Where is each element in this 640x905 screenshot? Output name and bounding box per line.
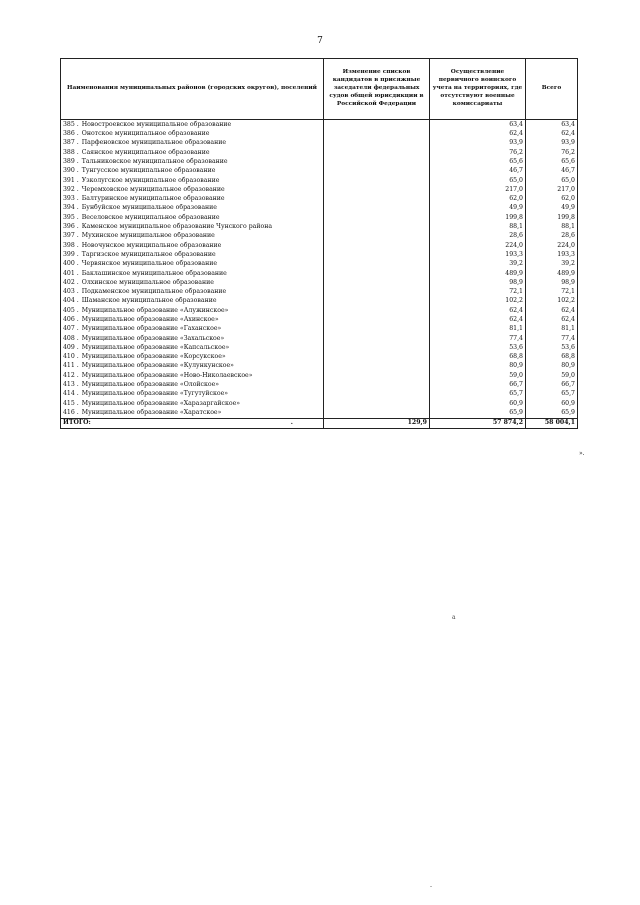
row-name-cell [61, 259, 324, 268]
row-total: 65,0 [526, 176, 578, 185]
row-military-registration: 39,2 [430, 259, 526, 268]
row-number: 396 . [63, 223, 79, 231]
row-name-cell [61, 399, 324, 408]
row-number: 416 . [63, 408, 79, 416]
row-jurors [324, 306, 430, 315]
row-total: 39,2 [526, 259, 578, 268]
row-total: 88,1 [526, 222, 578, 231]
row-name: Муниципальное образование «Захальское» [81, 334, 225, 342]
table-row [61, 139, 578, 148]
table-row [61, 278, 578, 287]
row-name: Парфеновское муниципальное образование [81, 139, 226, 147]
row-total: 59,0 [526, 371, 578, 380]
row-jurors [324, 194, 430, 203]
table-row [61, 120, 578, 130]
row-military-registration: 65,6 [430, 157, 526, 166]
table-row [61, 352, 578, 361]
table-row [61, 380, 578, 389]
row-number: 403 . [63, 288, 79, 296]
row-number: 395 . [63, 213, 79, 221]
row-total: 65,7 [526, 390, 578, 399]
row-number: 414 . [63, 390, 79, 398]
table-row [61, 408, 578, 418]
row-number: 410 . [63, 353, 79, 361]
row-name: Муниципальное образование «Корсукское» [81, 353, 226, 361]
row-military-registration: 62,0 [430, 194, 526, 203]
row-name: Черемховское муниципальное образование [81, 185, 225, 193]
row-jurors [324, 390, 430, 399]
row-number: 386 . [63, 130, 79, 138]
row-number: 412 . [63, 371, 79, 379]
row-number: 408 . [63, 334, 79, 342]
row-number: 389 . [63, 157, 79, 165]
row-name-cell [61, 352, 324, 361]
row-name: Муниципальное образование «Олойское» [81, 381, 220, 389]
row-name: Муниципальное образование «Тугутуйское» [81, 390, 229, 398]
row-military-registration: 72,1 [430, 287, 526, 296]
row-military-registration: 65,7 [430, 390, 526, 399]
row-number: 397 . [63, 232, 79, 240]
row-name-cell [61, 129, 324, 138]
row-total: 68,8 [526, 352, 578, 361]
row-name-cell [61, 148, 324, 157]
row-name: Тунгусское муниципальное образование [81, 167, 216, 175]
row-total: 53,6 [526, 343, 578, 352]
row-total: 76,2 [526, 148, 578, 157]
row-number: 402 . [63, 278, 79, 286]
stray-mark: - [430, 883, 433, 890]
row-name-cell [61, 325, 324, 334]
row-name: Муниципальное образование «Харатское» [81, 408, 222, 416]
row-military-registration: 68,8 [430, 352, 526, 361]
row-jurors [324, 222, 430, 231]
closing-quote: ». [579, 450, 585, 457]
table-header-row [61, 59, 578, 120]
header-total: Всего [526, 59, 578, 120]
table-row [61, 325, 578, 334]
row-military-registration: 46,7 [430, 166, 526, 175]
row-total: 217,0 [526, 185, 578, 194]
row-jurors [324, 278, 430, 287]
row-name: Муниципальное образование «Алужинское» [81, 306, 229, 314]
row-name: Саянское муниципальное образование [81, 148, 210, 156]
row-name-cell [61, 315, 324, 324]
row-number: 409 . [63, 343, 79, 351]
row-military-registration: 199,8 [430, 213, 526, 222]
table-row [61, 129, 578, 138]
row-number: 401 . [63, 269, 79, 277]
row-military-registration: 217,0 [430, 185, 526, 194]
row-jurors [324, 139, 430, 148]
row-name-cell [61, 343, 324, 352]
row-name-cell [61, 408, 324, 418]
row-number: 404 . [63, 297, 79, 305]
row-name: Онотское муниципальное образование [81, 130, 210, 138]
table-row [61, 315, 578, 324]
row-military-registration: 53,6 [430, 343, 526, 352]
row-military-registration: 81,1 [430, 325, 526, 334]
header-military-registration: Осуществление первичного воинского учета на территориях, где отсутствуют военные комиссариаты [430, 59, 526, 120]
total-sum: 58 004,1 [526, 418, 578, 428]
stray-mark: a [452, 614, 456, 621]
row-military-registration: 193,3 [430, 250, 526, 259]
row-military-registration: 489,9 [430, 269, 526, 278]
row-number: 398 . [63, 241, 79, 249]
row-military-registration: 77,4 [430, 334, 526, 343]
row-jurors [324, 380, 430, 389]
table-row [61, 287, 578, 296]
row-number: 392 . [63, 185, 79, 193]
total-row [61, 418, 578, 428]
table-row [61, 306, 578, 315]
row-name: Бунбуйское муниципальное образование [81, 204, 217, 212]
row-total: 81,1 [526, 325, 578, 334]
row-total: 62,4 [526, 129, 578, 138]
row-jurors [324, 352, 430, 361]
row-jurors [324, 120, 430, 130]
row-jurors [324, 259, 430, 268]
row-name-cell [61, 232, 324, 241]
row-number: 406 . [63, 316, 79, 323]
row-jurors [324, 343, 430, 352]
row-jurors [324, 362, 430, 371]
table-body [61, 120, 578, 419]
row-name: Новочунское муниципальное образование [81, 241, 222, 249]
row-jurors [324, 297, 430, 306]
row-military-registration: 62,4 [430, 129, 526, 138]
row-number: 407 . [63, 325, 79, 333]
row-total: 28,6 [526, 232, 578, 241]
row-total: 199,8 [526, 213, 578, 222]
table-row [61, 204, 578, 213]
row-name: Веселовское муниципальное образование [81, 213, 220, 221]
row-name-cell [61, 306, 324, 315]
table-row [61, 269, 578, 278]
page-number: 7 [317, 36, 323, 46]
row-jurors [324, 232, 430, 241]
row-number: 400 . [63, 260, 79, 268]
row-name-cell [61, 362, 324, 371]
row-total: 60,9 [526, 399, 578, 408]
row-total: 102,2 [526, 297, 578, 306]
row-name: Балтуринское муниципальное образование [81, 195, 225, 203]
row-jurors [324, 315, 430, 324]
row-name-cell [61, 241, 324, 250]
table-row [61, 399, 578, 408]
row-name: Муниципальное образование «Капсальское» [81, 343, 230, 351]
row-military-registration: 60,9 [430, 399, 526, 408]
table-row [61, 241, 578, 250]
table-row [61, 157, 578, 166]
row-total: 80,9 [526, 362, 578, 371]
row-military-registration: 65,9 [430, 408, 526, 418]
row-number: 390 . [63, 167, 79, 175]
row-total: 72,1 [526, 287, 578, 296]
row-jurors [324, 325, 430, 334]
row-military-registration: 59,0 [430, 371, 526, 380]
row-military-registration: 63,4 [430, 120, 526, 130]
row-name-cell [61, 287, 324, 296]
row-name: Шаманское муниципальное образование [81, 297, 217, 305]
row-name: Олхинское муниципальное образование [81, 278, 214, 286]
row-military-registration: 28,6 [430, 232, 526, 241]
budget-table [60, 58, 578, 429]
row-name-cell [61, 250, 324, 259]
table-row [61, 371, 578, 380]
row-total: 193,3 [526, 250, 578, 259]
row-name-cell [61, 213, 324, 222]
row-military-registration: 98,9 [430, 278, 526, 287]
row-total: 93,9 [526, 139, 578, 148]
total-jurors: 129,9 [324, 418, 430, 428]
row-jurors [324, 250, 430, 259]
row-number: 388 . [63, 148, 79, 156]
row-jurors [324, 185, 430, 194]
row-number: 387 . [63, 139, 79, 147]
row-number: 394 . [63, 204, 79, 212]
row-name-cell [61, 334, 324, 343]
row-name-cell [61, 185, 324, 194]
row-number: 413 . [63, 381, 79, 389]
table-row [61, 194, 578, 203]
header-name: Наименования муниципальных районов (городских округов), поселений [61, 59, 324, 120]
row-name-cell [61, 297, 324, 306]
row-total: 62,0 [526, 194, 578, 203]
row-name-cell [61, 269, 324, 278]
table-row [61, 362, 578, 371]
total-label: ИТОГО: . [61, 418, 324, 428]
table-row [61, 250, 578, 259]
row-jurors [324, 204, 430, 213]
row-jurors [324, 213, 430, 222]
row-military-registration: 88,1 [430, 222, 526, 231]
row-military-registration: 80,9 [430, 362, 526, 371]
table-row [61, 185, 578, 194]
row-name: Узколугское муниципальное образование [81, 176, 220, 184]
row-name-cell [61, 204, 324, 213]
row-military-registration: 224,0 [430, 241, 526, 250]
row-jurors [324, 176, 430, 185]
row-name-cell [61, 139, 324, 148]
row-name-cell [61, 157, 324, 166]
row-number: 415 . [63, 399, 79, 407]
row-name-cell [61, 194, 324, 203]
row-jurors [324, 269, 430, 278]
table-row [61, 343, 578, 352]
row-total: 77,4 [526, 334, 578, 343]
table-row [61, 259, 578, 268]
row-name: Новостроевское муниципальное образование [81, 120, 232, 128]
row-name: Червянское муниципальное образование [81, 260, 218, 268]
row-total: 489,9 [526, 269, 578, 278]
row-jurors [324, 157, 430, 166]
row-military-registration: 49,9 [430, 204, 526, 213]
row-jurors [324, 399, 430, 408]
row-jurors [324, 148, 430, 157]
row-name-cell [61, 278, 324, 287]
row-name: Подкаменское муниципальное образование [81, 288, 227, 296]
row-name-cell [61, 176, 324, 185]
row-number: 399 . [63, 250, 79, 258]
table-row [61, 232, 578, 241]
row-name-cell [61, 222, 324, 231]
row-military-registration: 93,9 [430, 139, 526, 148]
row-total: 98,9 [526, 278, 578, 287]
row-total: 224,0 [526, 241, 578, 250]
row-jurors [324, 408, 430, 418]
row-name: Баклашинское муниципальное образование [81, 269, 227, 277]
row-total: 62,4 [526, 306, 578, 315]
row-total: 46,7 [526, 166, 578, 175]
row-total: 49,9 [526, 204, 578, 213]
row-military-registration: 62,4 [430, 315, 526, 324]
row-name-cell [61, 371, 324, 380]
table-row [61, 176, 578, 185]
row-name: Каменское муниципальное образование Чунского района [81, 223, 273, 231]
row-name: Муниципальное образование «Ахинское» [81, 316, 219, 323]
row-name: Таргизское муниципальное образование [81, 250, 216, 258]
header-jurors: Изменение списков кандидатов в присяжные заседатели федеральных судов общей юрисдикции в Российской Федерации [324, 59, 430, 120]
row-total: 65,6 [526, 157, 578, 166]
row-jurors [324, 334, 430, 343]
row-name: Муниципальное образование «Ново-Николаевское» [81, 371, 253, 379]
row-jurors [324, 287, 430, 296]
row-name: Муниципальное образование «Гаханское» [81, 325, 222, 333]
row-total: 66,7 [526, 380, 578, 389]
table-row [61, 334, 578, 343]
row-jurors [324, 166, 430, 175]
row-number: 393 . [63, 195, 79, 203]
row-name-cell [61, 166, 324, 175]
row-military-registration: 65,0 [430, 176, 526, 185]
row-military-registration: 76,2 [430, 148, 526, 157]
row-number: 391 . [63, 176, 79, 184]
total-military-registration: 57 874,2 [430, 418, 526, 428]
row-military-registration: 62,4 [430, 306, 526, 315]
row-total: 63,4 [526, 120, 578, 130]
row-name: Тальниковское муниципальное образование [81, 157, 228, 165]
row-jurors [324, 241, 430, 250]
row-name-cell [61, 390, 324, 399]
row-name: Муниципальное образование «Харазаргайское» [81, 399, 241, 407]
table-row [61, 390, 578, 399]
row-jurors [324, 371, 430, 380]
row-number: 411 . [63, 362, 79, 370]
row-name: Муниципальное образование «Кулункунское» [81, 362, 234, 370]
row-military-registration: 102,2 [430, 297, 526, 306]
total-row-mark: . [290, 419, 293, 427]
row-number: 405 . [63, 306, 79, 314]
row-name: Мухинское муниципальное образование [81, 232, 215, 240]
row-name-cell [61, 380, 324, 389]
row-jurors [324, 129, 430, 138]
row-total: 62,4 [526, 315, 578, 324]
row-name-cell [61, 120, 324, 130]
table-row [61, 297, 578, 306]
table-row [61, 222, 578, 231]
row-number: 385 . [63, 120, 79, 128]
row-military-registration: 66,7 [430, 380, 526, 389]
table-row [61, 213, 578, 222]
table-row [61, 166, 578, 175]
row-total: 65,9 [526, 408, 578, 418]
table-row [61, 148, 578, 157]
